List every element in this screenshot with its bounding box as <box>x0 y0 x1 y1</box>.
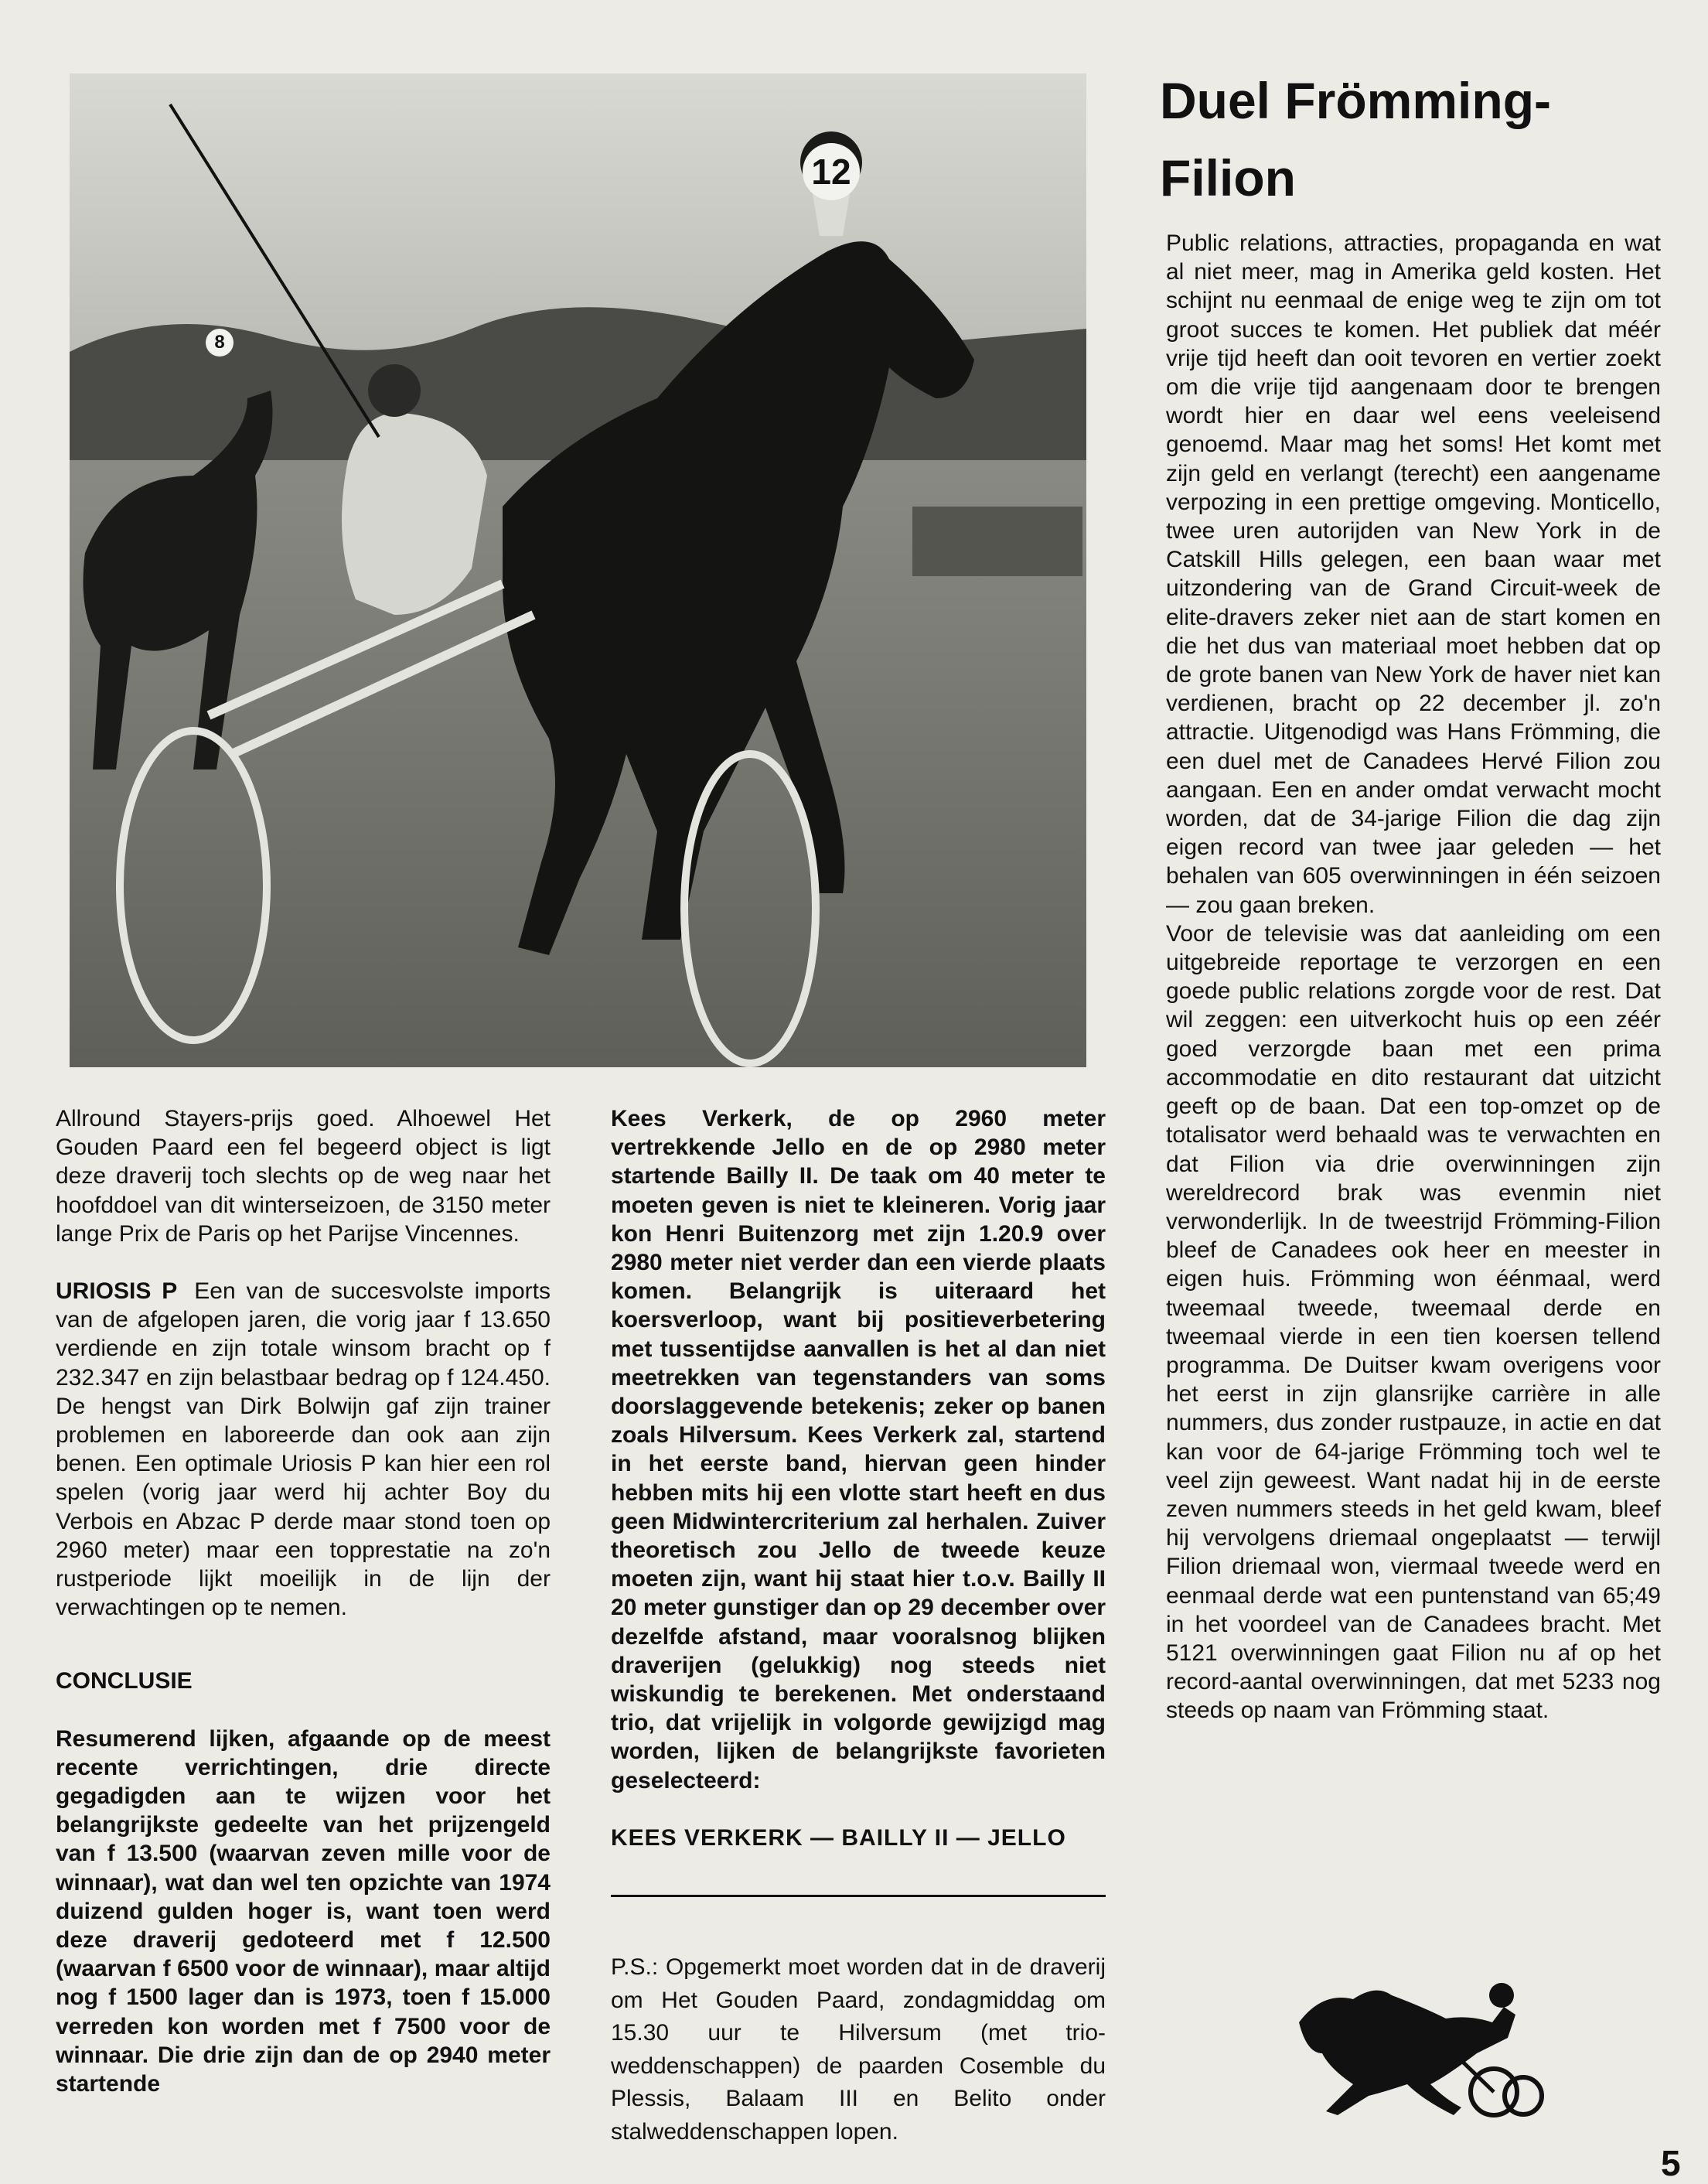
article-title: Duel Frömming-Filion <box>1160 72 1551 206</box>
article-paragraph: Public relations, attracties, propaganda en wat al niet meer, mag in Amerika geld kosten. Het schijnt nu eenmaal de enige weg te zijn om tot groot succes te komen. Het publiek dat méér vrije tijd heeft dan ooit tevoren en vertier zoekt om die vrije tijd aangenaam door te brengen wordt hier en daar wel eens veeleisend genoemd. Maar mag het soms! Het komt met zijn geld en verlangt (terecht) een aangename verpozing in een prettige omgeving. Monticello, twee uren autorijden van New York in de Catskill Hills gelegen, een baan waar met uitzondering van de Grand Circuit-week de elite-dravers zeker niet aan de start komen en die het dus van materiaal moet hebben dat op de grote banen van New York de haver niet kan verdienen, bracht op 22 december jl. zo'n attractie. Uitgenodigd was Hans Frömming, die een duel met de Canadees Hervé Filion zou aangaan. Een en ander omdat verwacht mocht worden, dat de 34-jarige Filion die dag zijn eigen record van twee jaar geleden — het behalen van 605 overwinningen in één seizoen — zou gaan breken. <box>1166 230 1661 918</box>
intro-paragraph: Allround Stayers-prijs goed. Alhoewel Het Gouden Paard een fel begeerd object is ligt deze draverij toch slechts op de weg naar het hoofddoel van dit winterseizoen, de 3150 meter lange Prix de Paris op het Parijse Vincennes. <box>56 1106 551 1247</box>
uriosis-text: Een van de succesvolste imports van de afgelopen jaren, die vorig jaar f 13.650 verdiende en zijn totale winsom bracht op f 232.347 en zijn belastbaar bedrag op f 124.450. De hengst van Dirk Bolwijn gaf zijn trainer problemen en laboreerde dan ook aan zijn benen. Een optimale Uriosis P kan hier een rol spelen (vorig jaar werd hij achter Boy du Verbois en Abzac P derde maar stond toen op 2960 meter) maar een topprestatie na zo'n rustperiode lijkt moeilijk in de lijn der verwachtingen op te nemen. <box>56 1278 551 1621</box>
uriosis-lead: URIOSIS P <box>56 1278 178 1305</box>
trio-selection: KEES VERKERK — BAILLY II — JELLO <box>611 1824 1066 1851</box>
harness-race-photo <box>70 73 1086 1067</box>
page-number: 5 <box>1661 2143 1681 2183</box>
article-paragraph: Voor de televisie was dat aanleiding om een uitgebreide reportage te verzorgen en een goede public relations zorgde voor de rest. Dat wil zeggen: een uitverkocht huis op een zéér goed verzorgde baan met een prima accommodatie en dito restaurant dat uitzicht geeft op de baan. Dat een top-omzet op de totalisator werd behaald was te verwachten en dat Filion via drie overwinningen zijn wereldrecord brak was evenmin niet verwonderlijk. In de tweestrijd Frömming-Filion bleef de Canadees ook heer en meester in eigen huis. Frömming won éénmaal, werd tweemaal tweede, tweemaal derde en tweemaal vierde in een tien koersen tellend programma. De Duitser kwam overigens voor het eerst in zijn glansrijke carrière in alle nummers, dus zonder rustpauze, in actie en dat kan voor de 64-jarige Frömming toch wel te veel zijn geweest. Want nadat hij in de eerste zeven nummers steeds in het geld kwam, bleef hij vervolgens driemaal ongeplaatst — terwijl Filion driemaal won, viermaal tweede werd en eenmaal derde wat een puntenstand van 65;49 in het voordeel van de Canadees bracht. Met 5121 overwinningen gaat Filion nu af op het record-aantal overwinningen, dat met 5233 nog steeds op naam van Frömming staat. <box>1166 920 1661 1724</box>
saddle-cloth-number-front: 12 <box>803 143 860 200</box>
left-column <box>56 1104 551 2098</box>
conclusion-paragraph: Resumerend lijken, afgaande op de meest recente verrichtingen, drie directe gegadigden aan te wijzen voor het belangrijkste gedeelte van het prijzengeld van f 13.500 (waarvan zeven mille voor de winnaar), wat dan wel ten opzichte van 1974 duizend gulden hoger is, want toen werd deze draverij gedoteerd met f 12.500 (waarvan f 6500 voor de winnaar), maar altijd nog f 1500 lager dan is 1973, toen f 15.000 verreden kon worden met f 7500 voor de winnaar. Die drie zijn dan de op 2940 meter startende <box>56 1725 551 2097</box>
middle-column <box>611 1104 1106 1852</box>
trotter-sulky-icon <box>1291 1960 1554 2127</box>
postscript: P.S.: Opgemerkt moet worden dat in de draverij om Het Gouden Paard, zondagmiddag om 15.30 uur te Hilversum (met trio-weddenschappen) de paarden Cosemble du Plessis, Balaam III en Belito onder stalweddenschappen lopen. <box>611 1954 1106 2145</box>
conclusion-heading: CONCLUSIE <box>56 1668 193 1694</box>
saddle-cloth-number-back: 8 <box>206 329 234 357</box>
harness-race-illustration <box>70 73 1086 1067</box>
section-divider <box>611 1895 1106 1897</box>
article-body-right <box>1166 229 1661 1725</box>
middle-paragraph: Kees Verkerk, de op 2960 meter vertrekkende Jello en de op 2980 meter startende Bailly II. De taak om 40 meter te moeten geven is niet te kleineren. Vorig jaar kon Henri Buitenzorg met zijn 1.20.9 over 2980 meter niet verder dan een vierde plaats komen. Belangrijk is uiteraard het koersverloop, want bij positieverbetering met tussentijdse aanvallen is het al dan niet meetrekken van tegenstanders van soms doorslaggevende betekenis; zeker op banen zoals Hilversum. Kees Verkerk zal, startend in het eerste band, hiervan geen hinder hebben mits hij een vlotte start heeft en dus geen Midwintercriterium zal herhalen. Zuiver theoretisch zou Jello de tweede keuze moeten zijn, want hij staat hier t.o.v. Bailly II 20 meter gunstiger dan op 29 december over dezelfde afstand, maar vooralsnog blijken draverijen (gelukkig) nog steeds niet wiskundig te berekenen. Met onderstaand trio, dat vrijelijk in volgorde gewijzigd mag worden, lijken de belangrijkste favorieten geselecteerd: <box>611 1106 1106 1793</box>
uriosis-paragraph <box>56 1277 551 1622</box>
